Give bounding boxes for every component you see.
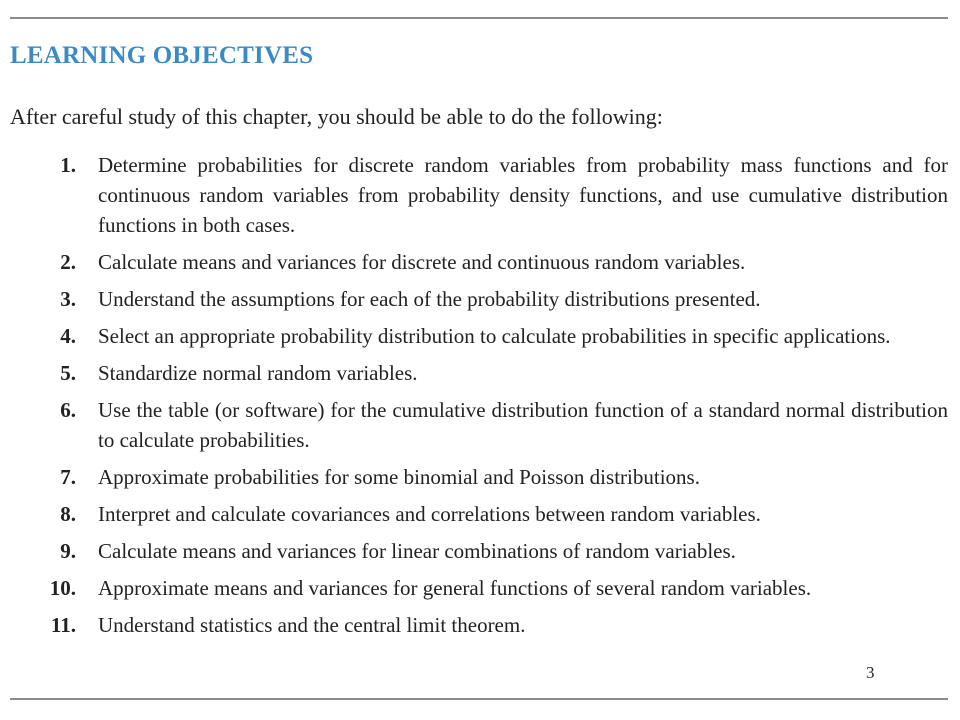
- objective-text: Understand statistics and the central limit theorem.: [98, 613, 526, 637]
- objective-text: Standardize normal random variables.: [98, 361, 418, 385]
- bottom-divider: [10, 698, 948, 700]
- top-divider: [10, 17, 948, 19]
- objective-text: Use the table (or software) for the cumulative distribution function of a standard normal distribution to calculate probabilities.: [98, 398, 948, 452]
- objective-text: Approximate means and variances for general functions of several random variables.: [98, 576, 812, 600]
- list-item: [0, 150, 960, 240]
- list-item: [0, 247, 960, 277]
- objective-text: Approximate probabilities for some binomial and Poisson distributions.: [98, 465, 700, 489]
- objectives-list: [0, 150, 960, 647]
- objective-number: 2.: [60, 250, 76, 274]
- objective-number: 8.: [60, 502, 76, 526]
- objective-number: 10.: [49, 576, 76, 600]
- objective-number: 1.: [60, 153, 76, 177]
- objective-number: 11.: [50, 613, 76, 637]
- objective-number: 7.: [60, 465, 76, 489]
- objective-number: 4.: [60, 324, 76, 348]
- section-heading: LEARNING OBJECTIVES: [10, 42, 314, 69]
- intro-text: After careful study of this chapter, you should be able to do the following:: [10, 104, 663, 129]
- list-item: [0, 462, 960, 492]
- objective-text: Interpret and calculate covariances and correlations between random variables.: [98, 502, 761, 526]
- objective-number: 3.: [60, 287, 76, 311]
- objective-text: Determine probabilities for discrete random variables from probability mass functions and for continuous random variables from probability density functions, and use cumulative distribution functions in both cases.: [98, 153, 948, 237]
- list-item: [0, 499, 960, 529]
- objective-text: Select an appropriate probability distribution to calculate probabilities in specific applications.: [98, 324, 891, 348]
- objective-text: Understand the assumptions for each of the probability distributions presented.: [98, 287, 761, 311]
- list-item: [0, 610, 960, 640]
- list-item: [0, 573, 960, 603]
- objective-text: Calculate means and variances for linear combinations of random variables.: [98, 539, 736, 563]
- list-item: [0, 321, 960, 351]
- objective-text: Calculate means and variances for discrete and continuous random variables.: [98, 250, 746, 274]
- list-item: [0, 395, 960, 455]
- list-item: [0, 536, 960, 566]
- objective-number: 9.: [60, 539, 76, 563]
- list-item: [0, 358, 960, 388]
- objective-number: 5.: [60, 361, 76, 385]
- objective-number: 6.: [60, 398, 76, 422]
- list-item: [0, 284, 960, 314]
- page-number: 3: [866, 663, 875, 682]
